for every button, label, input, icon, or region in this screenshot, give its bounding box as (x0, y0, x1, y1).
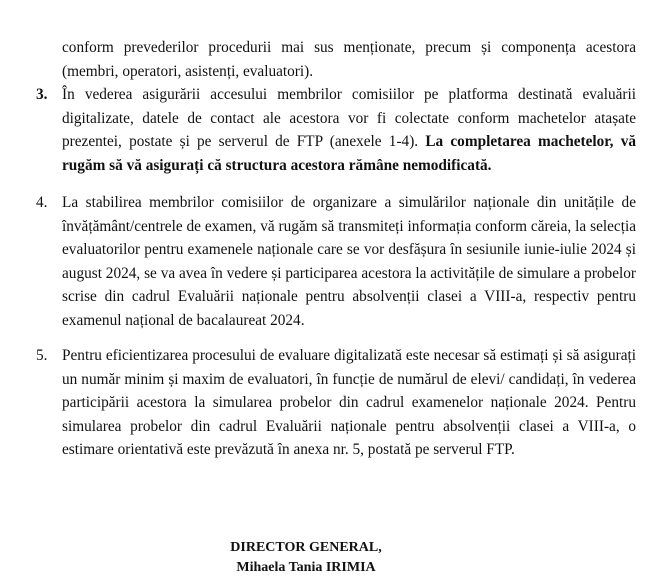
item-4-paragraph: La stabilirea membrilor comisiilor de organizare a simulărilor naționale din unitățile de învățământ/centrele de examen, vă rugăm să transmiteți informația conform căreia, la selecția evaluatorilor pentru examenele naționale care se vor desfășura în sesiunile iunie-iulie 2024 și august 2024, se va avea în vedere și participarea acestora la activitățile de simulare a probelor scrise din cadrul Evaluării naționale pentru absolvenții clasei a VIII-a, respectiv pentru examenul național de bacalaureat 2024. (62, 194, 636, 329)
item-3-text: În vederea asigurării accesului membrilor comisiilor pe platforma destinată evaluării digitalizate, datele de contact ale acestora vor fi colectate conform machetelor atașate prezentei, postate și pe serverul de FTP (anexele 1-4). (62, 86, 636, 151)
signature-title: DIRECTOR GENERAL, (230, 540, 382, 555)
item-number-4: 4. (36, 194, 48, 211)
item-number-5: 5. (36, 347, 48, 364)
item-3-bold-text: La completarea machetelor, vă rugăm să vă asigurați că structura acestora rămâne nemodificată. (62, 133, 636, 174)
item-number-3: 3. (36, 86, 48, 103)
signature-name: Mihaela Tania IRIMIA (236, 560, 376, 575)
continuation-paragraph: conform prevederilor procedurii mai sus menționate, precum și componența acestora (membri, operatori, asistenți, evaluatori). (62, 39, 636, 80)
item-5-paragraph: Pentru eficientizarea procesului de evaluare digitalizată este necesar să estimați și să asigurați un număr minim și maxim de evaluatori, în funcție de numărul de elevi/ candidați, în vederea participării acestora la simularea probelor din cadrul examenelor naționale 2024. Pentru simularea probelor din cadrul Evaluării naționale pentru absolvenții clasei a VIII-a, o estimare orientativă este prevăzută în anexa nr. 5, postată pe serverul FTP. (62, 347, 636, 459)
item-3-paragraph (62, 83, 636, 177)
